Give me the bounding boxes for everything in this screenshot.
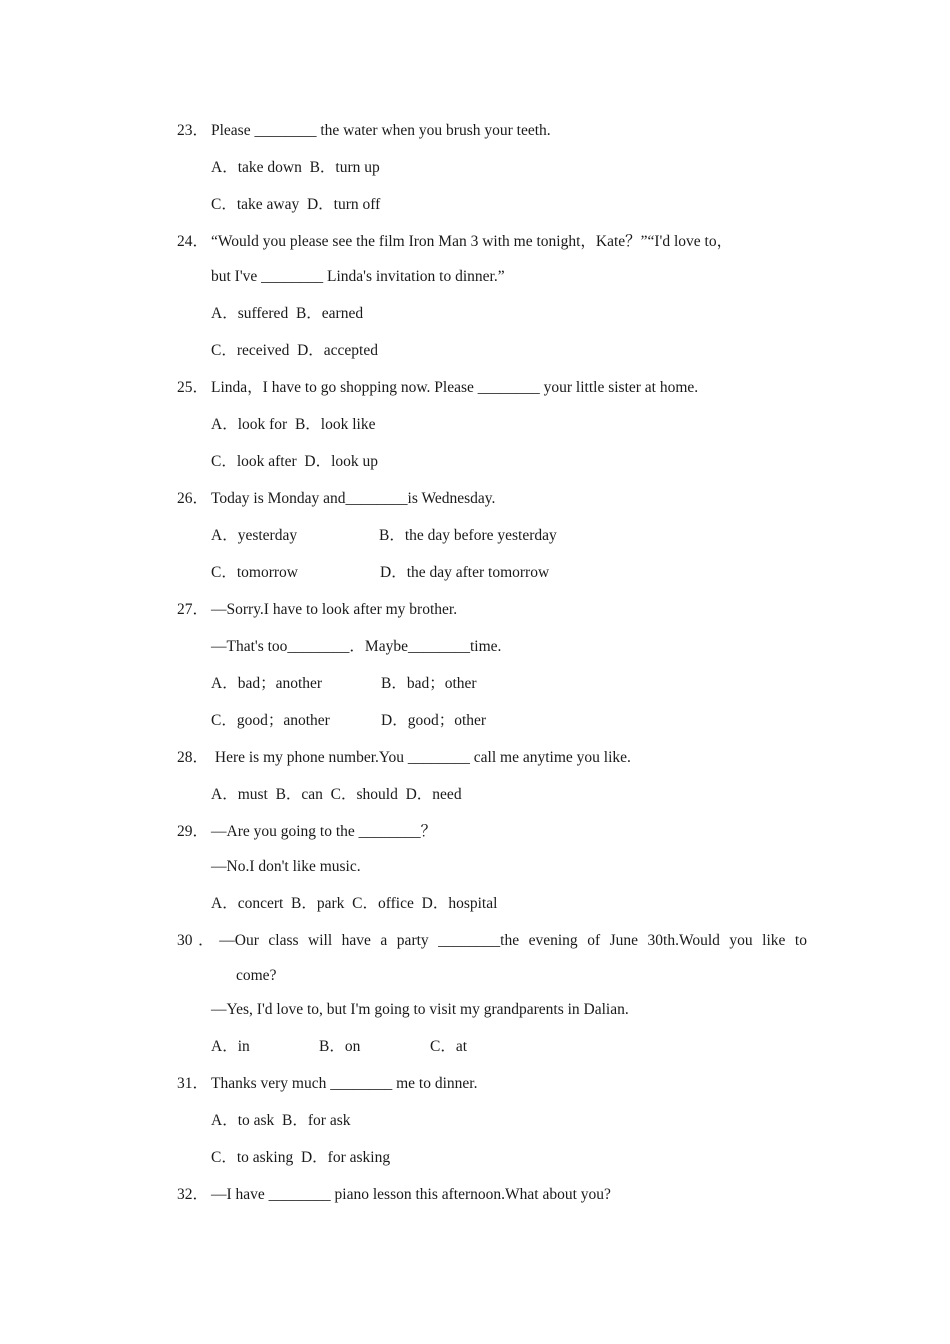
question-stem: 30．—Our class will have a party ________the evening of June 30th.Would you like to	[177, 932, 807, 949]
question-stem-continued: —That's too________．Maybe________time.	[211, 638, 502, 655]
question-stem: —I have ________ piano lesson this afternoon.What about you?	[211, 1186, 611, 1203]
option-a: A．bad；another	[211, 675, 323, 692]
question-number: 31．	[177, 1075, 209, 1092]
question-number: 26．	[177, 490, 209, 507]
question-stem: —Are you going to the ________？	[211, 823, 437, 840]
question-number: 24．	[177, 233, 209, 250]
option-c: C．tomorrow	[211, 564, 298, 581]
question-stem: Today is Monday and________is Wednesday.	[211, 490, 496, 507]
question-stem: Here is my phone number.You ________ call me anytime you like.	[211, 749, 631, 766]
question-stem: Linda，I have to go shopping now. Please ________ your little sister at home.	[211, 379, 699, 396]
option-b: B．the day before yesterday	[379, 527, 557, 544]
options-line: A．to ask B．for ask	[211, 1112, 351, 1129]
option-d: D．the day after tomorrow	[380, 564, 550, 581]
question-number: 28．	[177, 749, 209, 766]
question-stem-continued: —No.I don't like music.	[211, 858, 361, 875]
options-line: C．look after D．look up	[211, 453, 379, 470]
options-line: A．suffered B．earned	[211, 305, 364, 322]
question-number: 23．	[177, 122, 209, 139]
option-c: C．at	[430, 1038, 468, 1055]
option-b: B．on	[319, 1038, 361, 1055]
options-line: A．concert B．park C．office D．hospital	[211, 895, 498, 912]
question-number: 25．	[177, 379, 209, 396]
option-a: A．yesterday	[211, 527, 298, 544]
question-stem-continued: but I've ________ Linda's invitation to dinner.”	[211, 268, 505, 285]
options-line: C．take away D．turn off	[211, 196, 381, 213]
question-stem-continued: come?	[236, 967, 277, 984]
options-line: A．look for B．look like	[211, 416, 376, 433]
option-c: C．good；another	[211, 712, 330, 729]
question-stem-continued: —Yes, I'd love to, but I'm going to visit my grandparents in Dalian.	[211, 1001, 629, 1018]
options-line: A．must B．can C．should D．need	[211, 786, 462, 803]
question-stem: —Sorry.I have to look after my brother.	[211, 601, 458, 618]
options-line: C．received D．accepted	[211, 342, 378, 359]
question-number: 27．	[177, 601, 209, 618]
question-stem: “Would you please see the film Iron Man 3 with me tonight，Kate？”“I'd love to，	[211, 233, 733, 250]
question-number: 29．	[177, 823, 209, 840]
option-b: B．bad；other	[381, 675, 477, 692]
options-line: C．to asking D．for asking	[211, 1149, 391, 1166]
options-line: A．take down B．turn up	[211, 159, 380, 176]
question-number: 32．	[177, 1186, 209, 1203]
question-stem: Thanks very much ________ me to dinner.	[211, 1075, 478, 1092]
option-d: D．good；other	[381, 712, 487, 729]
option-a: A．in	[211, 1038, 250, 1055]
question-stem: Please ________ the water when you brush your teeth.	[211, 122, 551, 139]
